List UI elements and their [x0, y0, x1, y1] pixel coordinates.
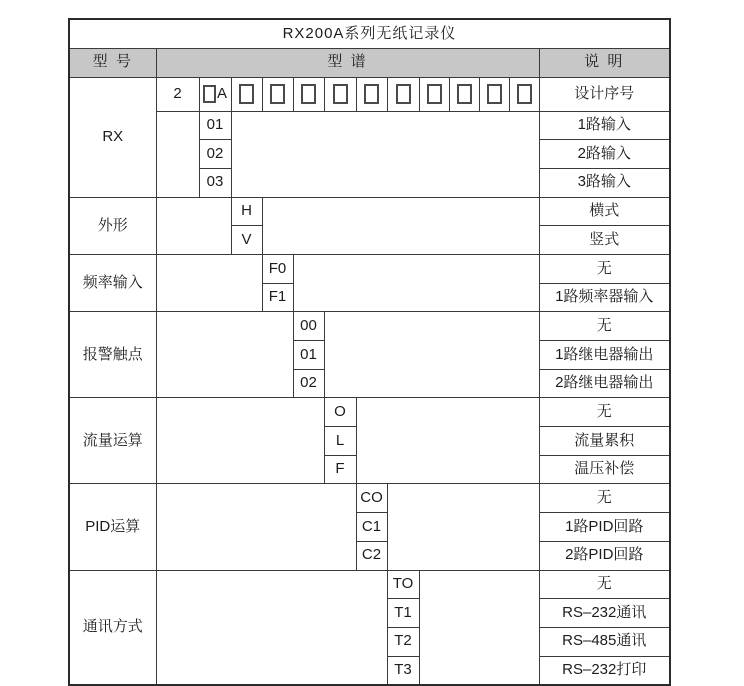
desc-cell: 无: [539, 312, 670, 341]
code-cell: 02: [293, 369, 324, 398]
code-cell-series: [199, 77, 231, 111]
desc-cell: 3路输入: [539, 168, 670, 197]
spectrum-empty-cell: [156, 197, 231, 254]
spectrum-empty-cell: [293, 254, 539, 311]
code-cell: T2: [387, 627, 419, 656]
spectrum-empty-cell: [356, 398, 539, 484]
spectrum-placeholder-cell: [419, 77, 449, 111]
header-spectrum: 型 谱: [156, 48, 539, 77]
row-option: [69, 570, 670, 599]
spectrum-empty-cell: [419, 570, 539, 685]
desc-cell: RS–232通讯: [539, 599, 670, 628]
desc-cell: 竖式: [539, 226, 670, 255]
series-letter: A: [216, 84, 227, 102]
placeholder-box-icon: [301, 84, 316, 104]
code-cell: 00: [293, 312, 324, 341]
code-cell: F0: [262, 254, 293, 283]
placeholder-box-icon: [203, 85, 216, 103]
catalog-sheet: [68, 18, 671, 686]
desc-cell: 1路频率器输入: [539, 283, 670, 312]
header-model: 型 号: [69, 48, 156, 77]
desc-cell: 无: [539, 254, 670, 283]
code-cell: T3: [387, 656, 419, 685]
spectrum-placeholder-cell: [387, 77, 419, 111]
desc-cell: RS–485通讯: [539, 627, 670, 656]
desc-cell: 无: [539, 570, 670, 599]
desc-design-serial: 设计序号: [539, 77, 670, 111]
group-label-shape: 外形: [69, 197, 156, 254]
placeholder-box-icon: [396, 84, 411, 104]
placeholder-box-icon: [239, 84, 254, 104]
code-cell: V: [231, 226, 262, 255]
spectrum-empty-cell: [156, 312, 293, 398]
spectrum-empty-cell: [156, 484, 356, 570]
desc-cell: 2路输入: [539, 140, 670, 169]
code-cell: 01: [293, 341, 324, 370]
code-cell: O: [324, 398, 356, 427]
desc-cell: 横式: [539, 197, 670, 226]
spectrum-empty-cell: [262, 197, 539, 254]
spectrum-placeholder-cell: [449, 77, 479, 111]
code-cell: L: [324, 427, 356, 456]
model-spectrum-table: [68, 18, 671, 686]
desc-cell: RS–232打印: [539, 656, 670, 685]
desc-cell: 温压补偿: [539, 455, 670, 484]
desc-cell: 2路PID回路: [539, 541, 670, 570]
code-cell: F: [324, 455, 356, 484]
group-label-alarm-contact: 报警触点: [69, 312, 156, 398]
spectrum-placeholder-cell: [293, 77, 324, 111]
desc-cell: 无: [539, 484, 670, 513]
row-option: [69, 254, 670, 283]
row-option: [69, 312, 670, 341]
code-cell: CO: [356, 484, 387, 513]
code-cell: 01: [199, 111, 231, 140]
group-label-pid-calculation: PID运算: [69, 484, 156, 570]
placeholder-box-icon: [270, 84, 285, 104]
code-cell: C2: [356, 541, 387, 570]
placeholder-box-icon: [487, 84, 502, 104]
placeholder-box-icon: [517, 84, 532, 104]
spectrum-placeholder-cell: [509, 77, 539, 111]
group-label-flow-calculation: 流量运算: [69, 398, 156, 484]
code-cell-prefix: 2: [156, 77, 199, 111]
placeholder-box-icon: [364, 84, 379, 104]
row-option: [69, 111, 670, 140]
row-option: [69, 197, 670, 226]
header-row: [69, 48, 670, 77]
spectrum-placeholder-cell: [231, 77, 262, 111]
row-option: [69, 398, 670, 427]
placeholder-box-icon: [457, 84, 472, 104]
spectrum-empty-cell: [324, 312, 539, 398]
desc-cell: 2路继电器输出: [539, 369, 670, 398]
spectrum-placeholder-cell: [262, 77, 293, 111]
code-cell: F1: [262, 283, 293, 312]
code-cell: C1: [356, 513, 387, 542]
desc-cell: 1路PID回路: [539, 513, 670, 542]
group-label-communication: 通讯方式: [69, 570, 156, 685]
placeholder-box-icon: [333, 84, 348, 104]
group-label-rx: RX: [69, 77, 156, 197]
code-cell: TO: [387, 570, 419, 599]
desc-cell: 流量累积: [539, 427, 670, 456]
placeholder-box-icon: [427, 84, 442, 104]
spectrum-placeholder-cell: [356, 77, 387, 111]
code-cell: T1: [387, 599, 419, 628]
code-cell: 02: [199, 140, 231, 169]
spectrum-empty-cell: [156, 570, 387, 685]
code-cell: 03: [199, 168, 231, 197]
spectrum-empty-cell: [231, 111, 539, 197]
spectrum-placeholder-cell: [324, 77, 356, 111]
spectrum-placeholder-cell: [479, 77, 509, 111]
spectrum-empty-cell: [156, 111, 199, 197]
page-title: RX200A系列无纸记录仪: [69, 19, 670, 48]
row-option: [69, 484, 670, 513]
desc-cell: 1路输入: [539, 111, 670, 140]
desc-cell: 无: [539, 398, 670, 427]
row-design-serial: [69, 77, 670, 111]
code-cell: H: [231, 197, 262, 226]
spectrum-empty-cell: [156, 254, 262, 311]
group-label-frequency-input: 频率输入: [69, 254, 156, 311]
spectrum-empty-cell: [387, 484, 539, 570]
desc-cell: 1路继电器输出: [539, 341, 670, 370]
spectrum-empty-cell: [156, 398, 324, 484]
title-row: [69, 19, 670, 48]
header-description: 说 明: [539, 48, 670, 77]
